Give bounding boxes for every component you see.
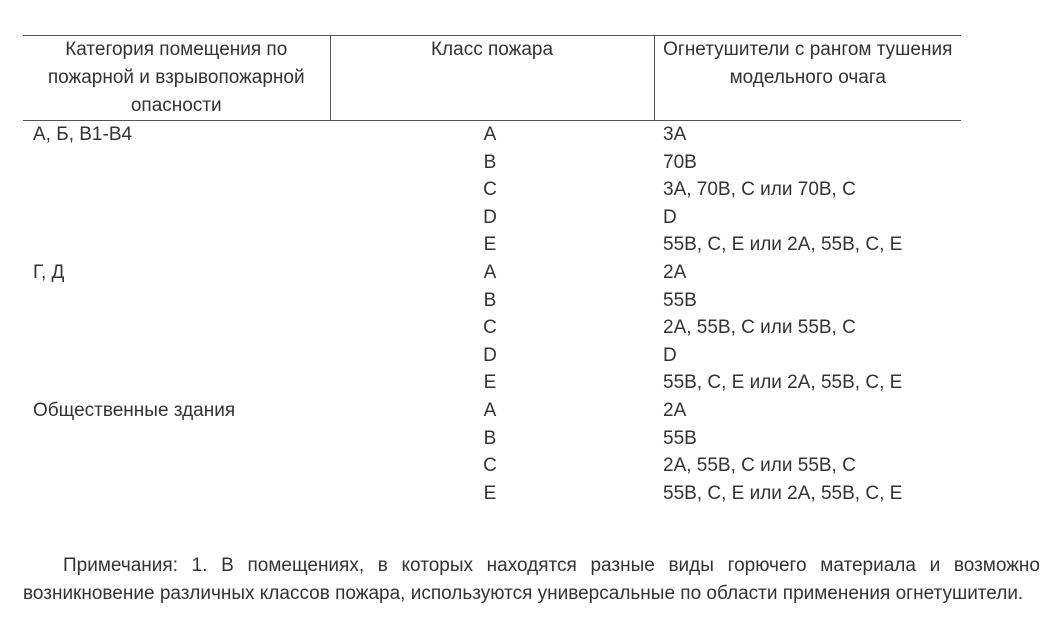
extinguisher-cell: 55В — [663, 427, 697, 449]
table-row — [23, 259, 961, 287]
extinguisher-cell: 70В — [663, 151, 697, 173]
extinguisher-cell: 55В, С, Е или 2А, 55В, С, Е — [663, 234, 903, 256]
header-room-category: Категория помещения по пожарной и взрывопожарной опасности — [47, 39, 305, 116]
fire-class-cell: A — [483, 261, 497, 283]
footnote-paragraph: Примечания: 1. В помещениях, в которых находятся разные виды горючего материала и возможно возникновение различных классов пожара, используются универсальные по области применения огнетушители. — [23, 555, 1040, 604]
table-row — [23, 204, 961, 232]
extinguisher-table-container — [23, 35, 961, 507]
extinguisher-cell: 55В — [663, 289, 697, 311]
category-cell: А, Б, В1-В4 — [33, 124, 133, 145]
table-row — [23, 452, 961, 480]
table-row — [23, 231, 961, 259]
category-cell-empty — [23, 369, 330, 397]
fire-class-cell: A — [483, 399, 497, 421]
fire-class-cell: D — [483, 344, 497, 366]
table-row — [23, 287, 961, 315]
extinguisher-cell: 2А — [663, 261, 687, 283]
category-cell-empty — [23, 480, 330, 508]
extinguisher-cell: 2А, 55В, С или 55В, С — [663, 317, 856, 339]
category-cell-empty — [23, 314, 330, 342]
table-row — [23, 425, 961, 453]
table-row — [23, 314, 961, 342]
extinguisher-cell: 55В, С, Е или 2А, 55В, С, Е — [663, 372, 903, 394]
fire-class-cell: B — [483, 151, 497, 173]
extinguisher-cell: 3А — [663, 124, 687, 145]
extinguisher-table — [23, 35, 961, 507]
fire-class-cell: E — [483, 372, 497, 394]
table-row — [23, 121, 961, 149]
category-cell-empty — [23, 149, 330, 177]
category-cell-empty — [23, 204, 330, 232]
category-cell-empty — [23, 231, 330, 259]
header-extinguishers: Огнетушители с рангом тушения модельного очага — [654, 36, 961, 121]
table-row — [23, 397, 961, 425]
category-cell-empty — [23, 287, 330, 315]
header-fire-class: Класс пожара — [330, 36, 654, 121]
table-row — [23, 342, 961, 370]
extinguisher-cell: D — [663, 344, 677, 366]
fire-class-cell: B — [483, 427, 497, 449]
table-row — [23, 176, 961, 204]
table-row — [23, 149, 961, 177]
fire-class-cell: C — [483, 317, 497, 339]
table-body — [23, 121, 961, 508]
fire-class-cell: C — [483, 179, 497, 201]
table-header-row — [23, 36, 961, 121]
fire-class-cell: D — [483, 206, 497, 228]
table-row — [23, 480, 961, 508]
category-cell: Г, Д — [33, 261, 65, 283]
category-cell: Общественные здания — [33, 399, 236, 421]
fire-class-cell: C — [483, 455, 497, 477]
fire-class-cell: E — [483, 482, 497, 504]
category-cell-empty — [23, 176, 330, 204]
extinguisher-cell: D — [663, 206, 677, 228]
category-cell-empty — [23, 452, 330, 480]
fire-class-cell: B — [483, 289, 497, 311]
extinguisher-cell: 3А, 70В, С или 70В, С — [663, 179, 856, 201]
extinguisher-cell: 2А, 55В, С или 55В, С — [663, 455, 856, 477]
fire-class-cell: A — [483, 124, 497, 145]
table-row — [23, 369, 961, 397]
fire-class-cell: E — [483, 234, 497, 256]
extinguisher-cell: 2А — [663, 399, 687, 421]
extinguisher-cell: 55В, С, Е или 2А, 55В, С, Е — [663, 482, 903, 504]
category-cell-empty — [23, 425, 330, 453]
category-cell-empty — [23, 342, 330, 370]
